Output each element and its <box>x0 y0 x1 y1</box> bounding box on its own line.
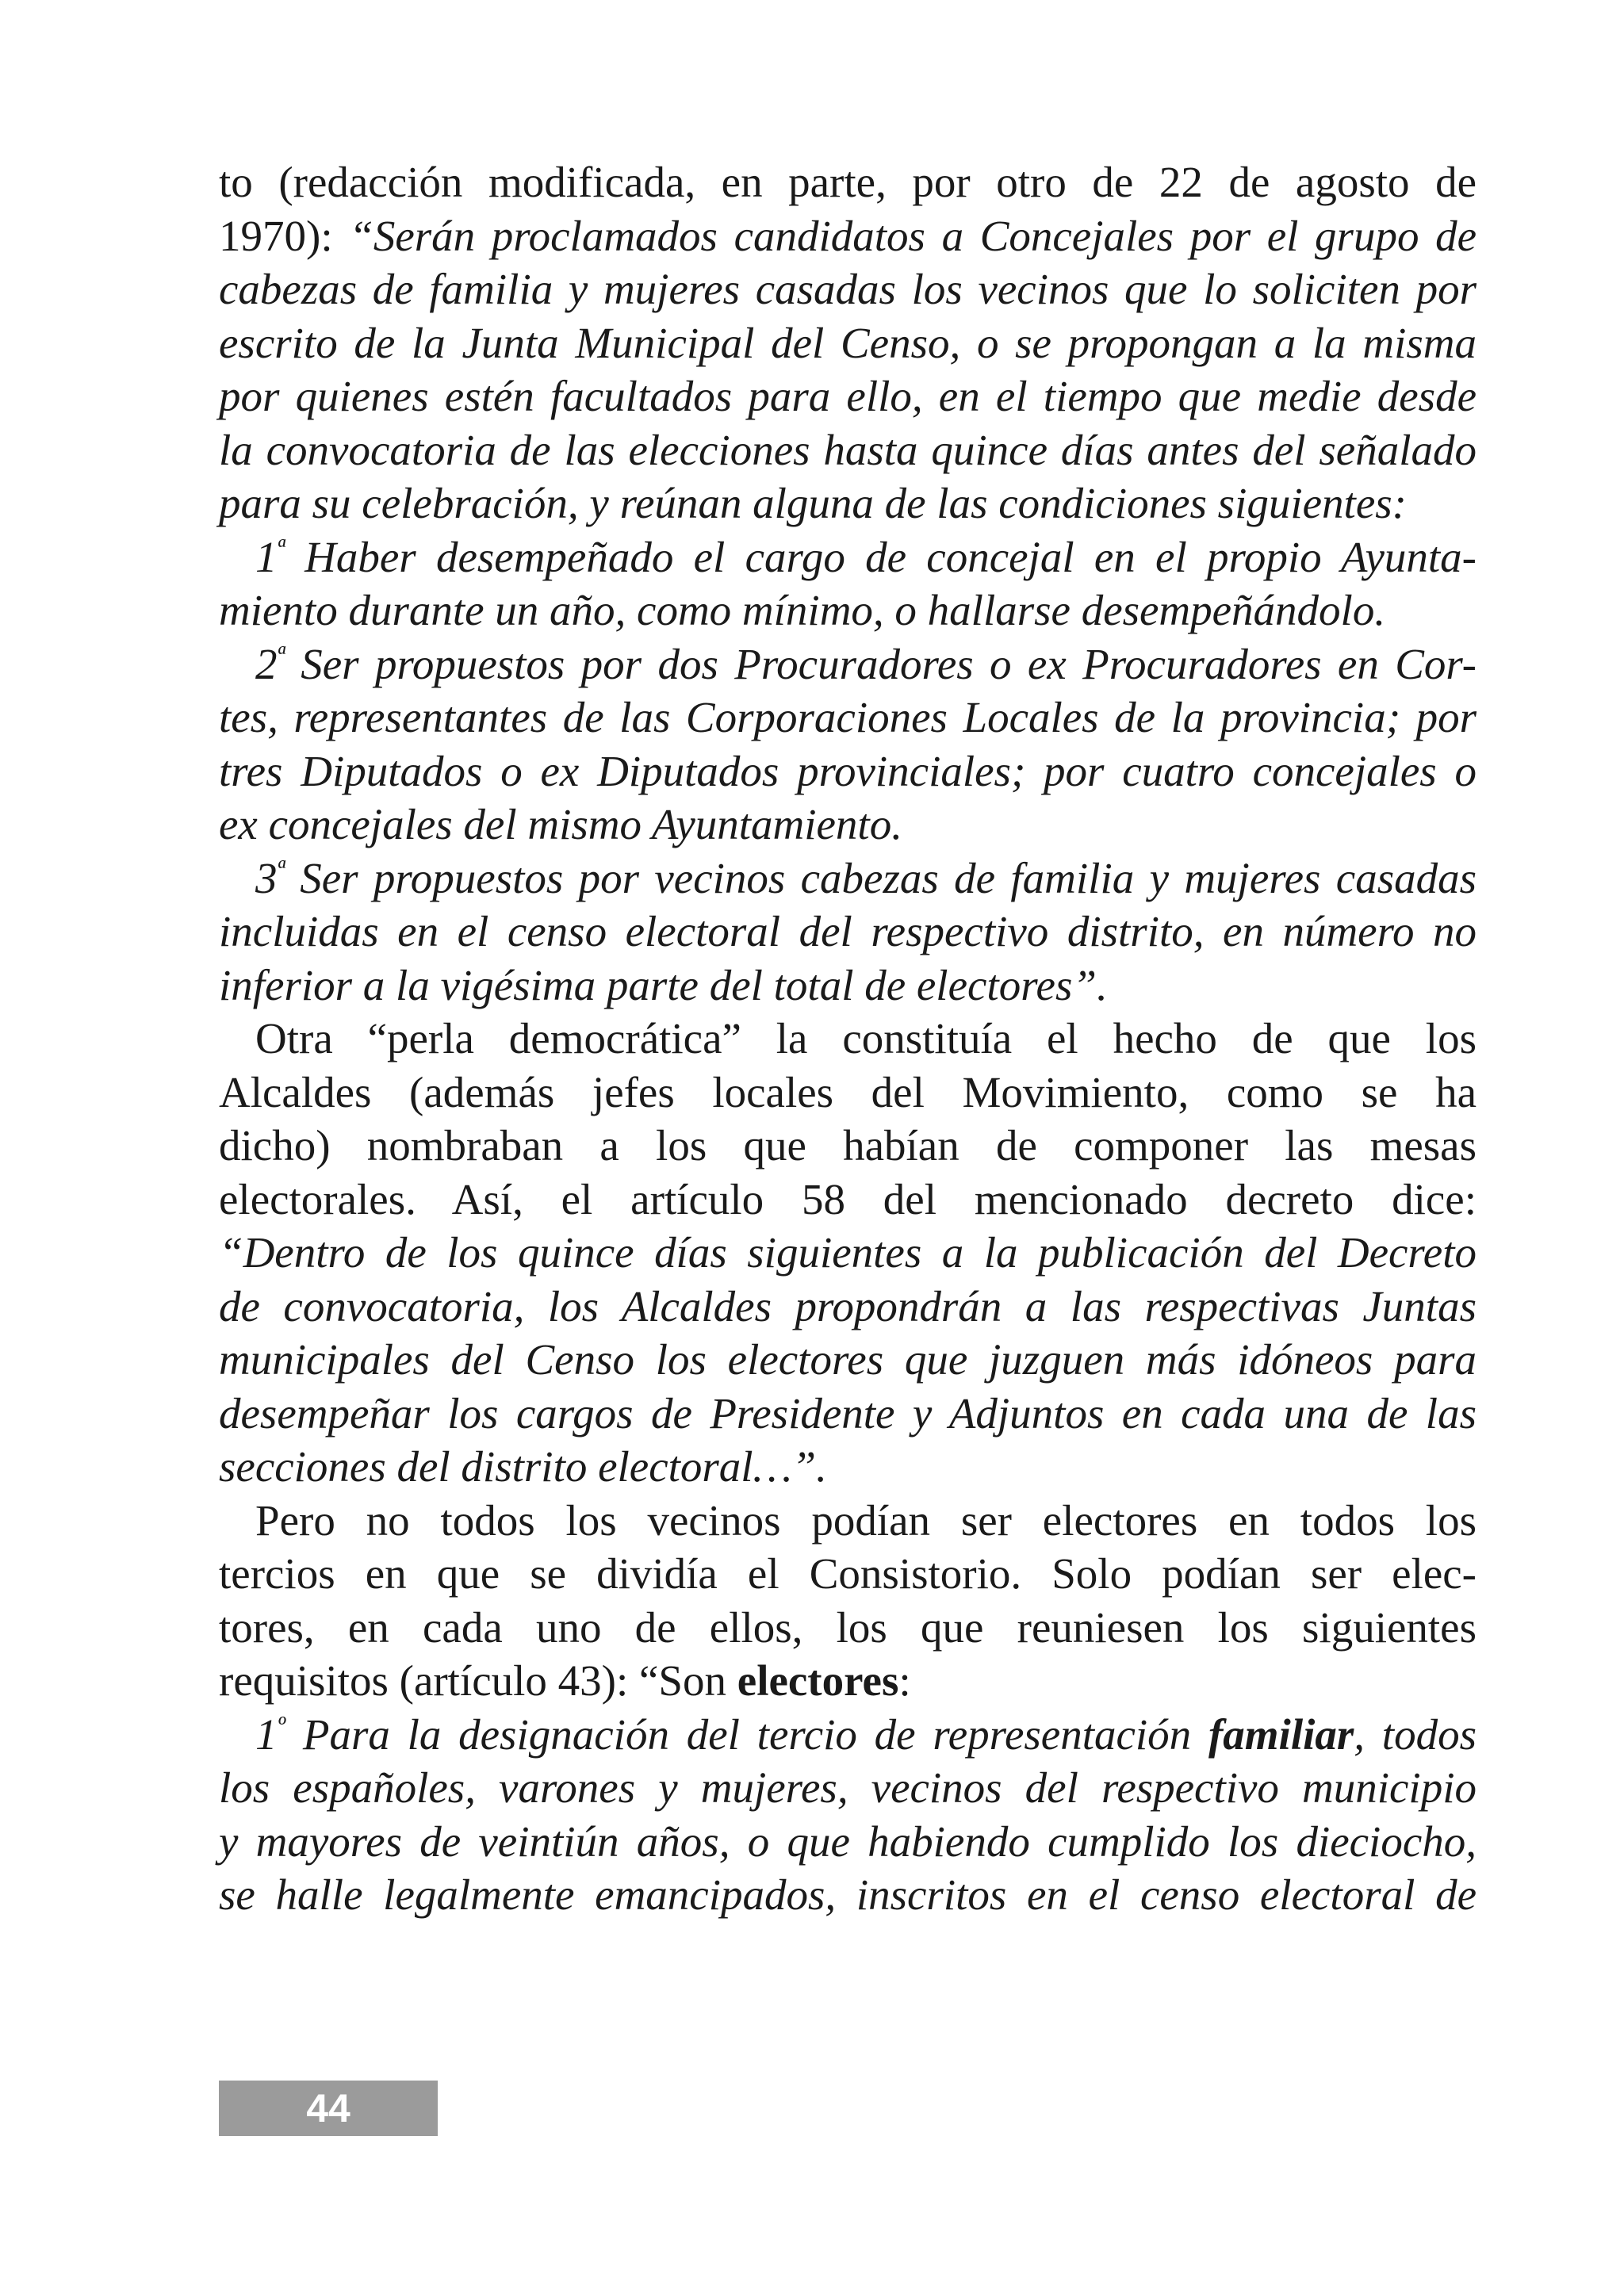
list-item-line: miento durante un año, como mínimo, o hallarse desempeñándolo. <box>219 586 1386 634</box>
page-number-box <box>219 2081 438 2136</box>
quote-line: por quienes estén facultados para ello, en el tiempo que medie desde <box>219 372 1477 420</box>
quote-text: “Serán proclamados candidatos a Concejales por el grupo de <box>349 211 1477 260</box>
text-line: Pero no todos los vecinos podían ser electores en todos los <box>255 1495 1477 1545</box>
text-run: Haber desempeñado el cargo de concejal en el propio Ayunta- <box>284 532 1477 581</box>
body-text <box>219 155 1477 1922</box>
text-run: 1970): <box>219 211 350 260</box>
text-run: Para la designación del tercio de representación <box>285 1709 1208 1759</box>
quote-line: para su celebración, y reúnan alguna de las condiciones siguientes: <box>219 479 1407 527</box>
ordinal-mark: ª <box>277 640 285 670</box>
quote-line: “Dentro de los quince días siguientes a la publicación del Decreto <box>219 1228 1477 1277</box>
list-item-line: tres Diputados o ex Diputados provinciales; por cuatro concejales o <box>219 746 1477 795</box>
list-item-line: y mayores de veintiún años, o que habiendo cumplido los dieciocho, <box>219 1817 1477 1866</box>
text-run: Ser propuestos por vecinos cabezas de familia y mujeres casadas <box>284 853 1477 902</box>
text-line <box>219 1654 1477 1708</box>
item-number: 1 <box>255 1709 278 1759</box>
text-line: Alcaldes (además jefes locales del Movimiento, como se ha <box>219 1067 1477 1116</box>
text-line: electorales. Así, el artículo 58 del mencionado decreto dice: <box>219 1174 1477 1223</box>
quote-line: cabezas de familia y mujeres casadas los vecinos que lo soliciten por <box>219 265 1477 313</box>
text-run: : <box>898 1656 911 1705</box>
list-item-line <box>219 852 1477 905</box>
list-item-line <box>219 530 1477 584</box>
list-item-line: inferior a la vigésima parte del total de electores”. <box>219 960 1108 1009</box>
text-run: Ser propuestos por dos Procuradores o ex Procuradores en Cor- <box>284 639 1477 688</box>
list-item-line: tes, representantes de las Corporaciones Locales de la provincia; por <box>219 693 1477 741</box>
quote-line: municipales del Censo los electores que juzguen más idóneos para <box>219 1335 1477 1384</box>
ordinal-mark: º <box>277 1710 286 1740</box>
list-item-line: los españoles, varones y mujeres, vecinos del respectivo municipio <box>219 1763 1477 1812</box>
list-item-line <box>219 637 1477 691</box>
list-item-line: ex concejales del mismo Ayuntamiento. <box>219 800 902 848</box>
item-number: 1 <box>255 532 278 581</box>
text-line: tercios en que se dividía el Consistorio. Solo podían ser elec- <box>219 1549 1477 1598</box>
quote-line: secciones del distrito electoral…”. <box>219 1442 827 1491</box>
bold-term: familiar <box>1208 1709 1354 1759</box>
quote-line: la convocatoria de las elecciones hasta quince días antes del señalado <box>219 425 1477 474</box>
text-line: dicho) nombraban a los que habían de componer las mesas <box>219 1121 1477 1170</box>
page-number: 44 <box>306 2086 350 2130</box>
list-item-line <box>219 1708 1477 1762</box>
list-item-line: se halle legalmente emancipados, inscritos en el censo electoral de <box>219 1870 1477 1919</box>
bold-term: electores <box>737 1656 899 1705</box>
text-run: requisitos (artículo 43): “Son <box>219 1656 737 1705</box>
quote-line: desempeñar los cargos de Presidente y Adjuntos en cada una de las <box>219 1388 1477 1438</box>
quote-line: de convocatoria, los Alcaldes propondrán a las respectivas Juntas <box>219 1281 1477 1330</box>
text-line <box>219 209 1477 263</box>
text-line: to (redacción modificada, en parte, por otro de 22 de agosto de <box>219 158 1477 206</box>
item-number: 2 <box>255 639 278 688</box>
item-number: 3 <box>255 853 278 902</box>
list-item-line: incluidas en el censo electoral del respectivo distrito, en número no <box>219 907 1477 955</box>
ordinal-mark: ª <box>277 533 285 563</box>
text-run: , todos <box>1354 1709 1477 1759</box>
ordinal-mark: ª <box>277 854 285 884</box>
text-line: Otra “perla democrática” la constituía el hecho de que los <box>255 1014 1477 1062</box>
quote-line: escrito de la Junta Municipal del Censo, o se propongan a la misma <box>219 318 1477 367</box>
text-line: tores, en cada uno de ellos, los que reuniesen los siguientes <box>219 1602 1477 1652</box>
